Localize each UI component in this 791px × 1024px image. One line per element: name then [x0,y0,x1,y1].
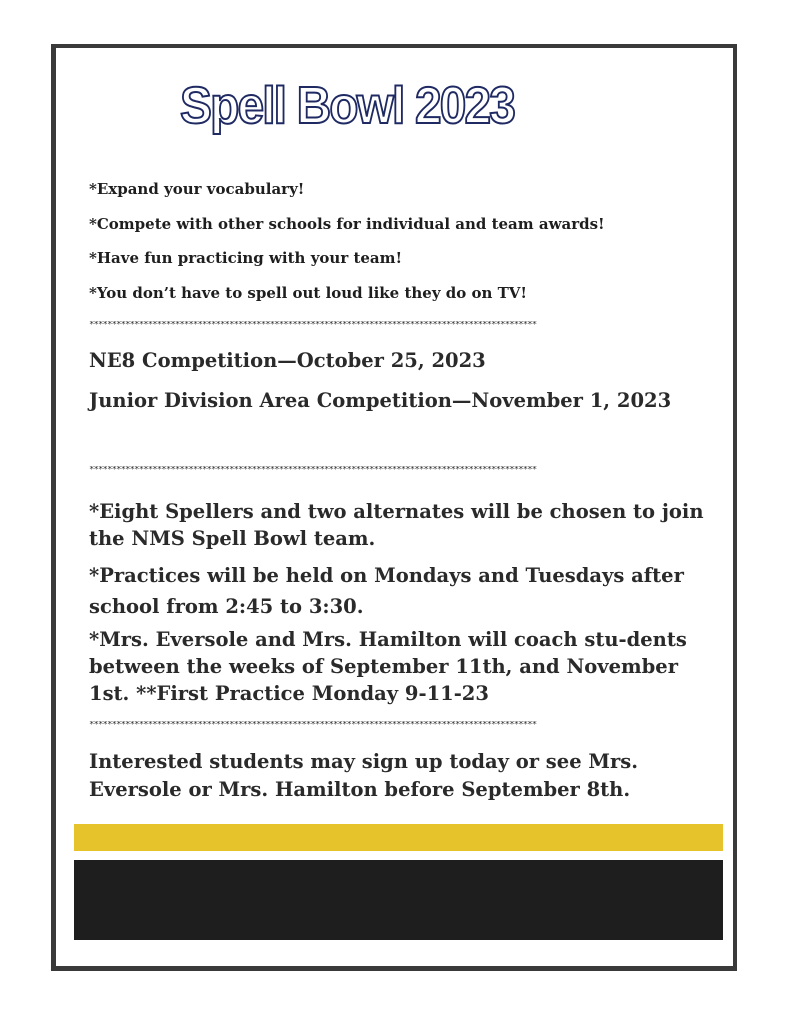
gold-bar [74,824,723,851]
bullet-vocabulary: *Expand your vocabulary! [89,180,305,198]
bullet-compete: *Compete with other schools for individual and team awards! [89,215,605,233]
detail-spellers: *Eight Spellers and two alternates will be chosen to join the NMS Spell Bowl team. [89,500,704,550]
page-title: Spell Bowl 2023 [180,77,515,135]
flyer [51,44,737,971]
separator-1: *************************************************************************************************** [89,321,537,330]
bullet-spell-out-loud: *You don’t have to spell out loud like they do on TV! [89,284,527,302]
separator-3: *************************************************************************************************** [89,721,537,730]
competition-junior-division: Junior Division Area Competition—November 1, 2023 [89,389,672,412]
black-bar [74,860,723,940]
competition-ne8: NE8 Competition—October 25, 2023 [89,349,486,372]
separator-2: *************************************************************************************************** [89,466,537,475]
signup-text: Interested students may sign up today or see Mrs. Eversole or Mrs. Hamilton before September 8th. [89,750,639,801]
detail-coaches: *Mrs. Eversole and Mrs. Hamilton will coach stu-dents between the weeks of September 11th, and November 1st. **First Practice Monday 9-11-23 [89,628,687,705]
detail-practices: *Practices will be held on Mondays and Tuesdays after school from 2:45 to 3:30. [89,564,684,618]
bullet-fun: *Have fun practicing with your team! [89,249,403,267]
